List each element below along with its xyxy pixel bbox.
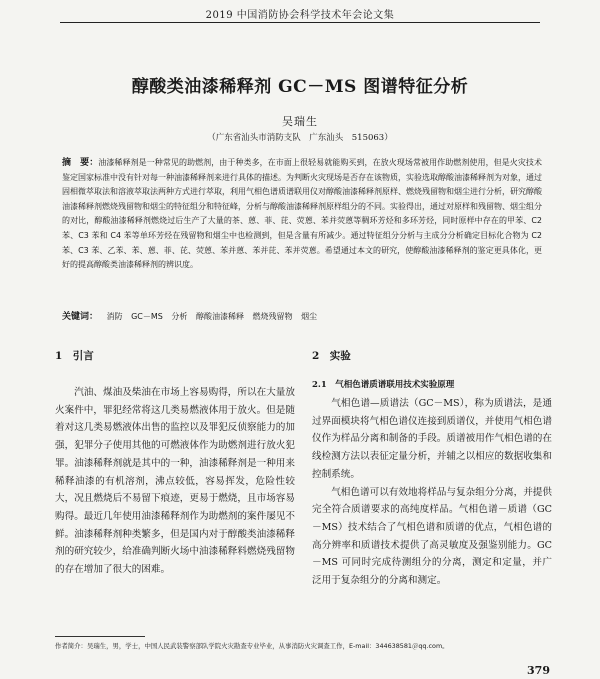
section-heading-experiment: 2 实验 bbox=[312, 350, 351, 362]
subsection-heading-gcms-principle: 2.1 气相色谱质谱联用技术实验原理 bbox=[312, 380, 455, 390]
abstract bbox=[62, 156, 542, 273]
abstract-text: 油漆稀释剂是一种常见的助燃剂，由于种类多，在市面上很轻易就能购买到，在放火现场常被用作助燃剂使用，但是火灾技术鉴定国家标准中没有针对每一种油漆稀释剂来进行具体的描述。为判断火灾现场是否存在该物质，实验选取醇酸油漆稀释剂为对象，通过固相微萃取法和溶液萃取法两种方式进行萃取，利用气相色谱质谱联用仪对醇酸油漆稀释剂原样、燃烧残留物和烟尘进行分析，研究醇酸油漆稀释剂燃烧残留物和烟尘的特征组分和特征峰，分析与醇酸油漆稀释剂原样组分的不同。实验得出，通过对原样和残留物、烟尘组分的对比，醇酸油漆稀释剂燃烧过后生产了大量的茶、蒽、菲、芘、荧蒽、苯并荧蒽等稠环芳烃和多环芳烃，同时原样中存在的甲苯、C2 苯、C3 苯和 C4 苯等单环芳烃在残留物和烟尘中也检测到，但是含量有所减少。通过特征组分分析与主成分分析确定目标化合物为 C2 苯、C3 苯、乙苯、苯、蒽、菲、芘、荧蒽、苯并蒽、苯并芘、苯并荧蒽。希望通过本文的研究，使醇酸油漆稀释剂的鉴定更具体化，更好的提高醇酸类油漆稀释剂的辨识度。 bbox=[62, 158, 542, 270]
experiment-paragraph: 气相色谱可以有效地将样品与复杂组分分离，并提供完全符合质谱要求的高纯度样品。气相色谱－质谱（GC－MS）技术结合了气相色谱和质谱的优点，气相色谱的高分辨率和质谱技术提供了高灵敏度及强鉴别能力。GC－MS 可同时完成待测组分的分离，测定和定量，并广泛用于复杂组分的分离和测定。 bbox=[312, 486, 552, 587]
keyword-item: 燃烧残留物 bbox=[252, 312, 293, 321]
running-header: 2019 中国消防协会科学技术年会论文集 bbox=[205, 10, 395, 21]
page-number: 379 bbox=[527, 664, 550, 677]
experiment-paragraph: 气相色谱—质谱法（GC－MS），称为质谱法，是通过界面模块将气相色谱仪连接到质谱仪，并使用气相色谱仪作为样品分离和制备的手段。质谱被用作气相色谱的在线检测方法以表征定量分析，并辅之以相应的数据收集和控制系统。 bbox=[312, 398, 552, 480]
keyword-item: 醇酸油漆稀释 bbox=[195, 312, 244, 321]
keyword-item: GC－MS 分析 bbox=[131, 312, 188, 321]
footnote-rule bbox=[55, 636, 145, 637]
author-affiliation: （广东省汕头市消防支队 广东汕头 515063） bbox=[207, 133, 393, 143]
intro-paragraph: 汽油、煤油及柴油在市场上容易购得，所以在大量放火案件中，罪犯经常将这几类易燃液体用于放火。但是随着对这几类易燃液体出售的监控以及罪犯反侦察能力的加强，犯罪分子使用其他的可燃液体作为助燃剂进行放火犯罪。油漆稀释剂就是其中的一种，油漆稀释剂是一种用来稀释油漆的有机溶剂，沸点较低，容易挥发，危险性较大，况且燃烧后不易留下痕迹，更易于燃烧，且市场容易购得。最近几年使用油漆稀释剂作为助燃剂的案件屡见不鲜。油漆稀释剂种类繁多，但是国内对于醇酸类油漆稀释剂的研究较少，给准确判断火场中油漆稀释料燃烧残留物的存在增加了很大的困难。 bbox=[55, 387, 295, 576]
author-footnote: 作者简介：吴瑞生，男，学士，中国人民武装警察部队学院火灾勘查专业毕业，从事消防火灾调查工作，E-mail：344638581＠qq.com。 bbox=[55, 642, 449, 650]
paper-title: 醇酸类油漆稀释剂 GC－MS 图谱特征分析 bbox=[131, 77, 469, 97]
keyword-item: 烟尘 bbox=[301, 312, 318, 321]
keyword-item: 消防 bbox=[106, 312, 123, 321]
author-name: 吴瑞生 bbox=[282, 115, 318, 128]
left-column bbox=[55, 348, 295, 579]
keywords bbox=[62, 309, 542, 322]
keywords-label: 关键词： bbox=[62, 312, 99, 322]
right-column bbox=[312, 348, 552, 590]
header-rule bbox=[60, 22, 540, 23]
abstract-label: 摘 要： bbox=[62, 158, 99, 168]
section-heading-introduction: 1 引言 bbox=[55, 350, 94, 362]
